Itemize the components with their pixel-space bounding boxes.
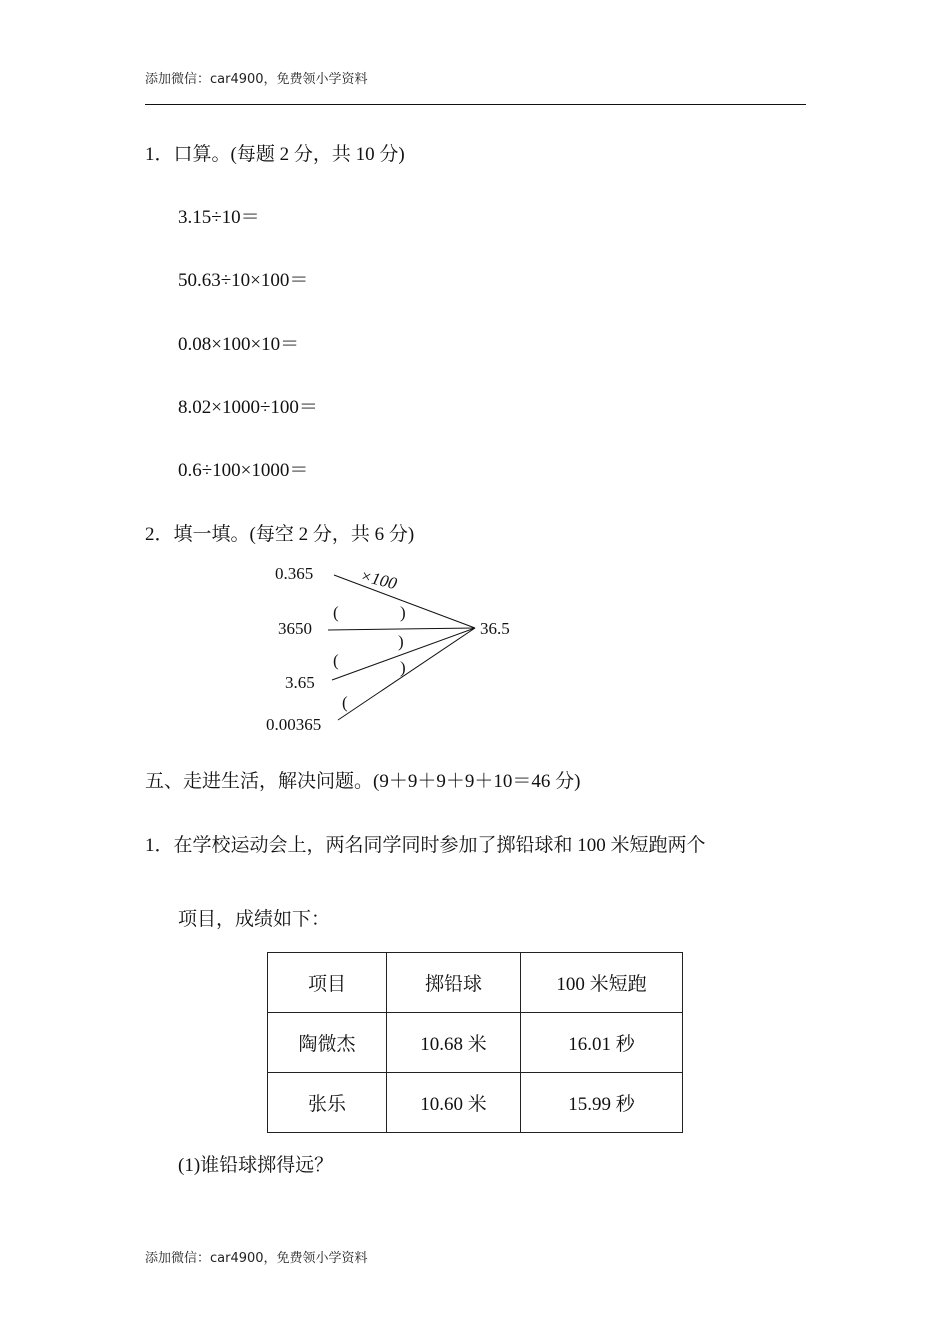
table-cell: 15.99 秒: [521, 1073, 683, 1133]
q1-item-3: 0.08×100×10＝: [178, 334, 300, 355]
q1-title: 1．口算。(每题 2 分，共 10 分): [145, 144, 405, 165]
blank-1-right[interactable]: ): [400, 603, 406, 622]
line-000365: [338, 628, 475, 720]
p1-line1: 1．在学校运动会上，两名同学同时参加了掷铅球和 100 米短跑两个: [145, 835, 706, 856]
blank-3-left[interactable]: (: [342, 693, 348, 712]
blank-3-right[interactable]: ): [400, 658, 406, 677]
p1-line2: 项目，成绩如下：: [178, 909, 331, 930]
q1-item-4: 8.02×1000÷100＝: [178, 397, 318, 418]
p1-sub1: (1)谁铅球掷得远？: [178, 1155, 334, 1176]
value-365: 3.65: [285, 673, 315, 692]
header-rule: [145, 104, 806, 105]
table-header-cell: 项目: [268, 953, 387, 1013]
table-cell: 10.68 米: [387, 1013, 521, 1073]
table-cell: 陶微杰: [268, 1013, 387, 1073]
table-header-cell: 掷铅球: [387, 953, 521, 1013]
table-header-cell: 100 米短跑: [521, 953, 683, 1013]
q1-item-5: 0.6÷100×1000＝: [178, 460, 309, 481]
value-000365: 0.00365: [266, 715, 322, 734]
value-0365: 0.365: [275, 564, 314, 583]
footer-watermark: 添加微信：car4900，免费领小学资料: [145, 1251, 368, 1266]
blank-1-left[interactable]: (: [333, 603, 339, 622]
table-row: [268, 1013, 683, 1073]
blank-2-left[interactable]: (: [333, 651, 339, 670]
operation-label: ×100: [358, 565, 399, 594]
q2-title: 2．填一填。(每空 2 分，共 6 分): [145, 524, 415, 545]
section5-title: 五、走进生活，解决问题。(9＋9＋9＋9＋10＝46 分): [145, 771, 581, 792]
table-row: [268, 1073, 683, 1133]
line-3650: [328, 628, 475, 630]
table-header-row: [268, 953, 683, 1013]
table-cell: 张乐: [268, 1073, 387, 1133]
table-cell: 16.01 秒: [521, 1013, 683, 1073]
value-3650: 3650: [278, 619, 312, 638]
q1-item-1: 3.15÷10＝: [178, 207, 260, 228]
table-cell: 10.60 米: [387, 1073, 521, 1133]
score-table: [267, 952, 683, 1133]
value-center: 36.5: [480, 619, 510, 638]
blank-2-right[interactable]: ): [398, 632, 404, 651]
header-watermark: 添加微信：car4900，免费领小学资料: [145, 72, 368, 87]
q1-item-2: 50.63÷10×100＝: [178, 270, 309, 291]
